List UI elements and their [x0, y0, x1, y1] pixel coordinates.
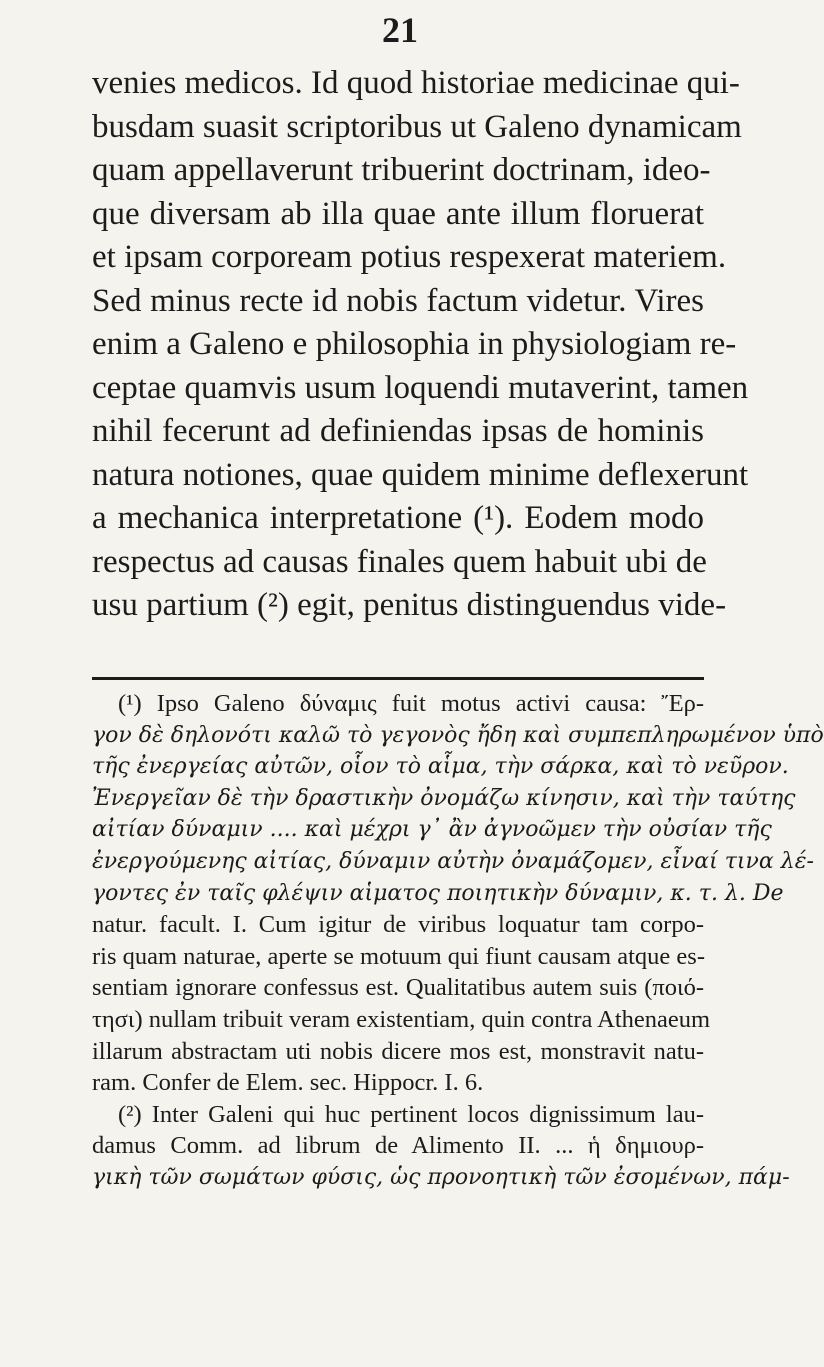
- footnote-line: natur. facult. I. Cum igitur de viribus loquatur tam corpo-: [92, 911, 704, 939]
- page-number: 21: [382, 10, 418, 50]
- footnote-line: damus Comm. ad librum de Alimento II. ... ἡ δημιουρ-: [92, 1132, 704, 1160]
- main-text-line: quam appellaverunt tribuerint doctrinam, ideo-: [92, 152, 711, 188]
- main-text-line: busdam suasit scriptoribus ut Galeno dynamicam: [92, 108, 742, 145]
- main-text-line: ceptae quamvis usum loquendi mutaverint, tamen: [92, 369, 749, 406]
- main-text-line: et ipsam corpoream potius respexerat materiem.: [92, 239, 727, 275]
- footnote-line: ris quam naturae, aperte se motuum qui fiunt causam atque es-: [92, 942, 705, 970]
- main-text-line: a mechanica interpretatione (¹). Eodem modo: [92, 500, 704, 536]
- main-text-line: nihil fecerunt ad definiendas ipsas de hominis: [92, 413, 704, 449]
- footnote-line: γον δὲ δηλονότι καλῶ τὸ γεγονὸς ἤδη καὶ συμπεπληρωμένον ὑπὸ: [92, 722, 824, 748]
- footnote-line: γοντες ἐν ταῖς φλέψιν αἱματος ποιητικὴν δύναμιν, κ. τ. λ. De: [92, 880, 784, 906]
- footnote-line: sentiam ignorare confessus est. Qualitatibus autem suis (ποιό-: [92, 974, 704, 1002]
- footnote-line: αἰτίαν δύναμιν .... καὶ μέχρι γ᾽ ἂν ἀγνοῶμεν τὴν οὐσίαν τῆς: [92, 817, 772, 843]
- main-text-line: respectus ad causas finales quem habuit ubi de: [92, 543, 707, 580]
- main-text-line: Sed minus recte id nobis factum videtur. Vires: [92, 282, 704, 319]
- footnote-line: ram. Confer de Elem. sec. Hippocr. I. 6.: [92, 1069, 484, 1097]
- footnote-line: Ἐνεργεῖαν δὲ τὴν δραστικὴν ὀνομάζω κίνησιν, καὶ τὴν ταύτης: [92, 785, 796, 811]
- footnote-line: illarum abstractam uti nobis dicere mos est, monstravit natu-: [92, 1037, 704, 1065]
- main-text-line: natura notiones, quae quidem minime deflexerunt: [92, 456, 749, 493]
- main-text: [92, 62, 749, 628]
- main-text-line: venies medicos. Id quod historiae medicinae qui-: [92, 65, 740, 101]
- footnote-line: τησι) nullam tribuit veram existentiam, quin contra Athenaeum: [92, 1005, 711, 1033]
- footnote-line: τῆς ἐνεργείας αὐτῶν, οἷον τὸ αἷμα, τὴν σάρκα, καὶ τὸ νεῦρον.: [92, 754, 789, 780]
- footnote-line: γικὴ τῶν σωμάτων φύσις, ὡς προνοητικὴ τῶν ἐσομένων, πάμ-: [92, 1164, 790, 1190]
- footnote-line: (²) Inter Galeni qui huc pertinent locos dignissimum lau-: [118, 1100, 704, 1128]
- footnote-line: (¹) Ipso Galeno δύναμις fuit motus activi causa: Ἔρ-: [118, 690, 704, 717]
- footnote-divider: [92, 677, 704, 680]
- main-text-line: usu partium (²) egit, penitus distinguendus vide-: [92, 587, 727, 623]
- main-text-line: que diversam ab illa quae ante illum floruerat: [92, 195, 704, 232]
- footnotes: [92, 688, 824, 1194]
- main-text-line: enim a Galeno e philosophia in physiologiam re-: [92, 326, 737, 362]
- footnote-line: ἐνεργούμενης αἰτίας, δύναμιν αὐτὴν ὀναμάζομεν, εἶναί τινα λέ-: [92, 848, 814, 874]
